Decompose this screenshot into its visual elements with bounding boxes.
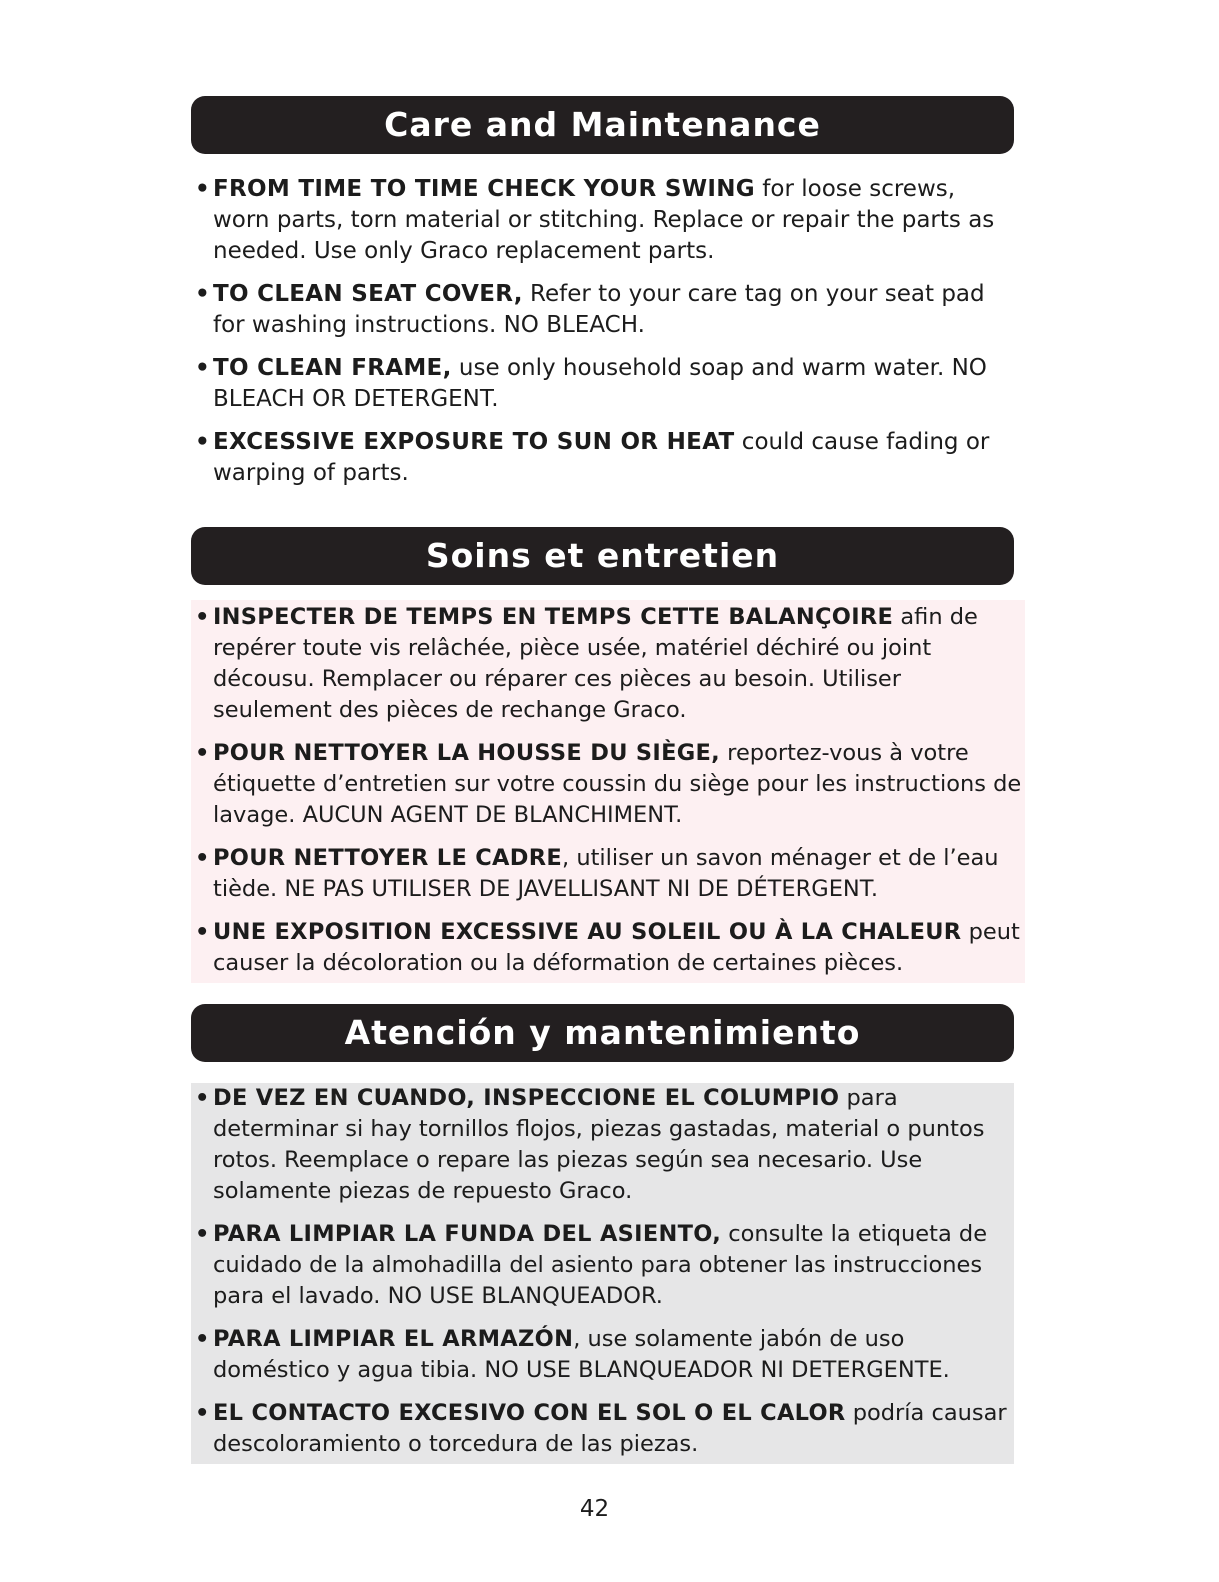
bullet: • — [195, 1326, 210, 1352]
item-text: , utiliser un savon ménager et de l’eau tiède. NE PAS UTILISER DE JAVELLISANT NI DE DÉTERGENT. — [213, 845, 999, 902]
list-item — [191, 1083, 1014, 1207]
list-item — [191, 427, 1014, 489]
item-lead: PARA LIMPIAR LA FUNDA DEL ASIENTO, — [213, 1221, 722, 1247]
item-text: consulte la etiqueta de cuidado de la almohadilla del asiento para obtener las instrucciones para el lavado. NO USE BLANQUEADOR. — [213, 1221, 988, 1309]
item-lead: POUR NETTOYER LE CADRE — [213, 845, 563, 871]
item-text: afin de repérer toute vis relâchée, pièce usée, matériel déchiré ou joint décousu. Remplacer ou réparer ces pièces au besoin. Utiliser seulement des pièces de rechange Graco. — [213, 604, 978, 723]
bullet: • — [195, 1400, 210, 1426]
item-lead: EL CONTACTO EXCESIVO CON EL SOL O EL CALOR — [213, 1400, 846, 1426]
page-number: 42 — [579, 1496, 610, 1522]
bullet: • — [195, 845, 210, 871]
item-lead: PARA LIMPIAR EL ARMAZÓN — [213, 1326, 574, 1352]
bullet: • — [195, 1221, 210, 1247]
list-item — [191, 917, 1025, 979]
care-instructions-list-en — [191, 174, 1014, 489]
item-text: podría causar descoloramiento o torcedura de las piezas. — [213, 1400, 1007, 1457]
list-item — [191, 843, 1025, 905]
bullet: • — [195, 355, 210, 381]
item-text: peut causer la décoloration ou la déformation de certaines pièces. — [213, 919, 1020, 976]
list-item — [191, 1398, 1014, 1460]
bullet: • — [195, 281, 210, 307]
bullet: • — [195, 604, 210, 630]
list-item — [191, 353, 1014, 415]
list-item — [191, 279, 1014, 341]
list-item — [191, 738, 1025, 831]
item-text: reportez-vous à votre étiquette d’entretien sur votre coussin du siège pour les instructions de lavage. AUCUN AGENT DE BLANCHIMENT. — [213, 740, 1022, 828]
item-text: , use solamente jabón de uso doméstico y agua tibia. NO USE BLANQUEADOR NI DETERGENTE. — [213, 1326, 950, 1383]
care-instructions-list-fr — [191, 600, 1025, 983]
item-lead: TO CLEAN SEAT COVER, — [213, 281, 523, 307]
bullet: • — [195, 429, 210, 455]
item-lead: FROM TIME TO TIME CHECK YOUR SWING — [213, 176, 755, 202]
section-title-atencion-y-mantenimiento: Atención y mantenimiento — [191, 1004, 1014, 1062]
item-text: could cause fading or warping of parts. — [213, 429, 990, 486]
bullet: • — [195, 176, 210, 202]
item-text: Refer to your care tag on your seat pad for washing instructions. NO BLEACH. — [213, 281, 985, 338]
section-title-care-and-maintenance: Care and Maintenance — [191, 96, 1014, 154]
section-title-soins-et-entretien: Soins et entretien — [191, 527, 1014, 585]
item-text: for loose screws, worn parts, torn material or stitching. Replace or repair the parts as needed. Use only Graco replacement parts. — [213, 176, 995, 264]
item-lead: DE VEZ EN CUANDO, INSPECCIONE EL COLUMPIO — [213, 1085, 840, 1111]
list-item — [191, 602, 1025, 726]
item-lead: POUR NETTOYER LA HOUSSE DU SIÈGE, — [213, 740, 721, 766]
item-lead: TO CLEAN FRAME, — [213, 355, 452, 381]
bullet: • — [195, 1085, 210, 1111]
item-text: para determinar si hay tornillos flojos, piezas gastadas, material o puntos rotos. Reemplace o repare las piezas según sea necesario. Use solamente piezas de repuesto Graco. — [213, 1085, 985, 1204]
item-text: use only household soap and warm water. NO BLEACH OR DETERGENT. — [213, 355, 987, 412]
care-instructions-list-es — [191, 1083, 1014, 1464]
item-lead: UNE EXPOSITION EXCESSIVE AU SOLEIL OU À LA CHALEUR — [213, 919, 962, 945]
bullet: • — [195, 740, 210, 766]
list-item — [191, 174, 1014, 267]
bullet: • — [195, 919, 210, 945]
list-item — [191, 1324, 1014, 1386]
list-item — [191, 1219, 1014, 1312]
item-lead: EXCESSIVE EXPOSURE TO SUN OR HEAT — [213, 429, 735, 455]
item-lead: INSPECTER DE TEMPS EN TEMPS CETTE BALANÇOIRE — [213, 604, 894, 630]
